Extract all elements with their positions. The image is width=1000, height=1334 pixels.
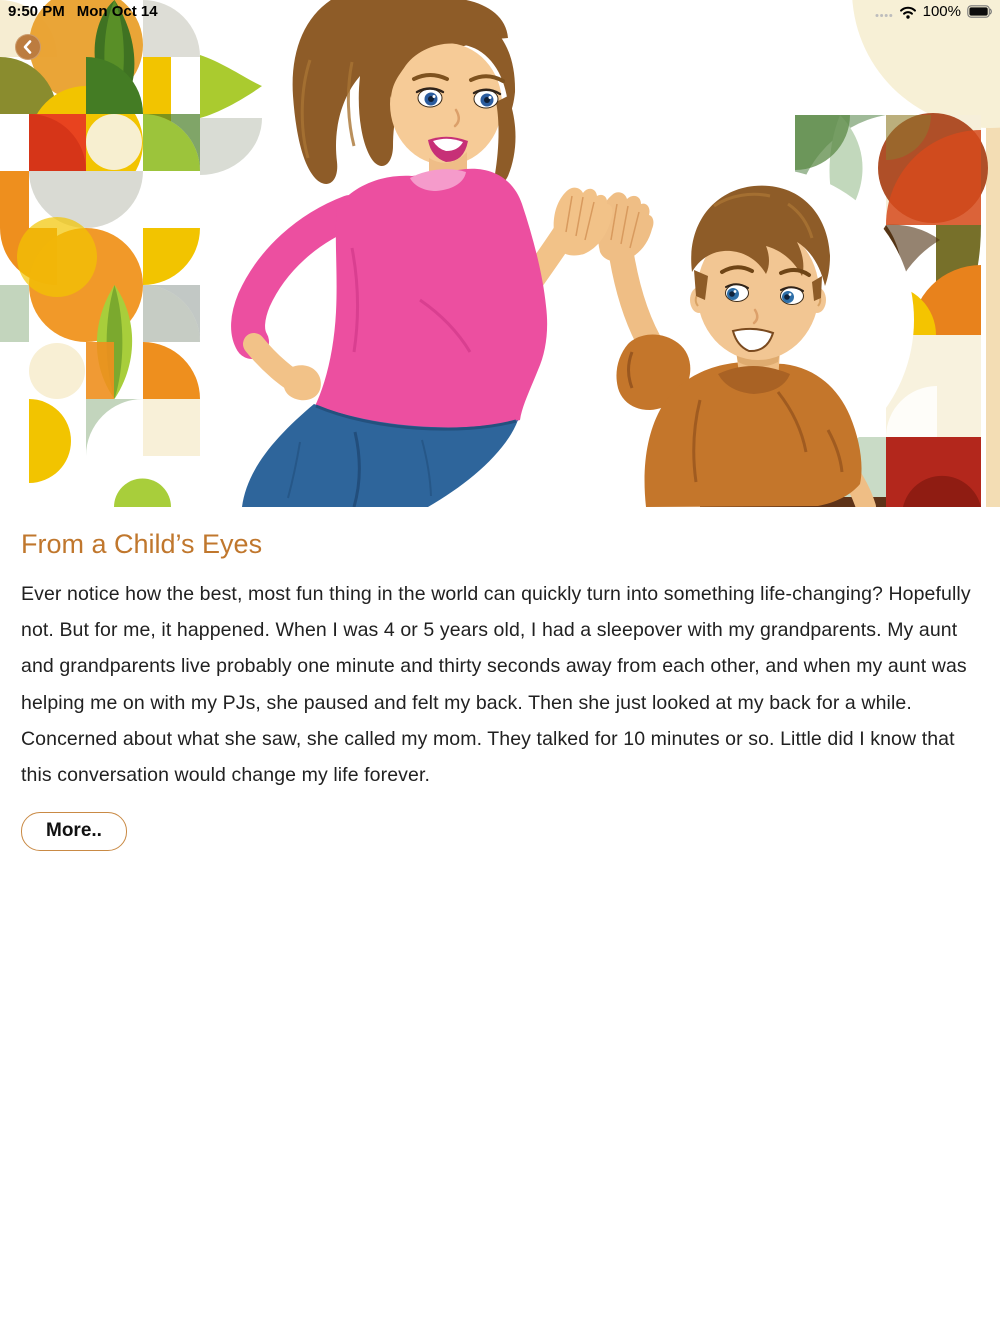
hero-illustration [0, 0, 1000, 507]
hero-banner [0, 0, 1000, 507]
status-date: Mon Oct 14 [76, 3, 158, 20]
status-bar-left [8, 3, 158, 20]
status-bar [0, 0, 1000, 24]
chevron-left-icon [15, 34, 41, 60]
article-section [0, 507, 1000, 851]
wifi-icon [899, 5, 917, 19]
article-body: Ever notice how the best, most fun thing in the world can quickly turn into something life-changing? Hopefully not. But for me, it happened. When I was 4 or 5 years old, I had a sleepover with my grandparents. My aunt and grandparents live probably one minute and thirty seconds away from each other, and when my aunt was helping me on with my PJs, she paused and felt my back. Then she just looked at my back for a while. Concerned about what she saw, she called my mom. They talked for 10 minutes or so. Little did I know that this conversation would change my life forever. [21, 583, 971, 787]
mother-figure [242, 0, 613, 507]
back-button[interactable] [15, 34, 41, 60]
left-pattern [0, 0, 262, 507]
status-bar-right [875, 3, 993, 20]
cellular-dots-icon [875, 5, 893, 19]
more-button[interactable]: More.. [21, 812, 127, 851]
page-title: From a Child’s Eyes [21, 529, 263, 559]
battery-percent: 100% [922, 3, 961, 20]
battery-icon [967, 5, 993, 18]
status-time: 9:50 PM [8, 3, 65, 20]
